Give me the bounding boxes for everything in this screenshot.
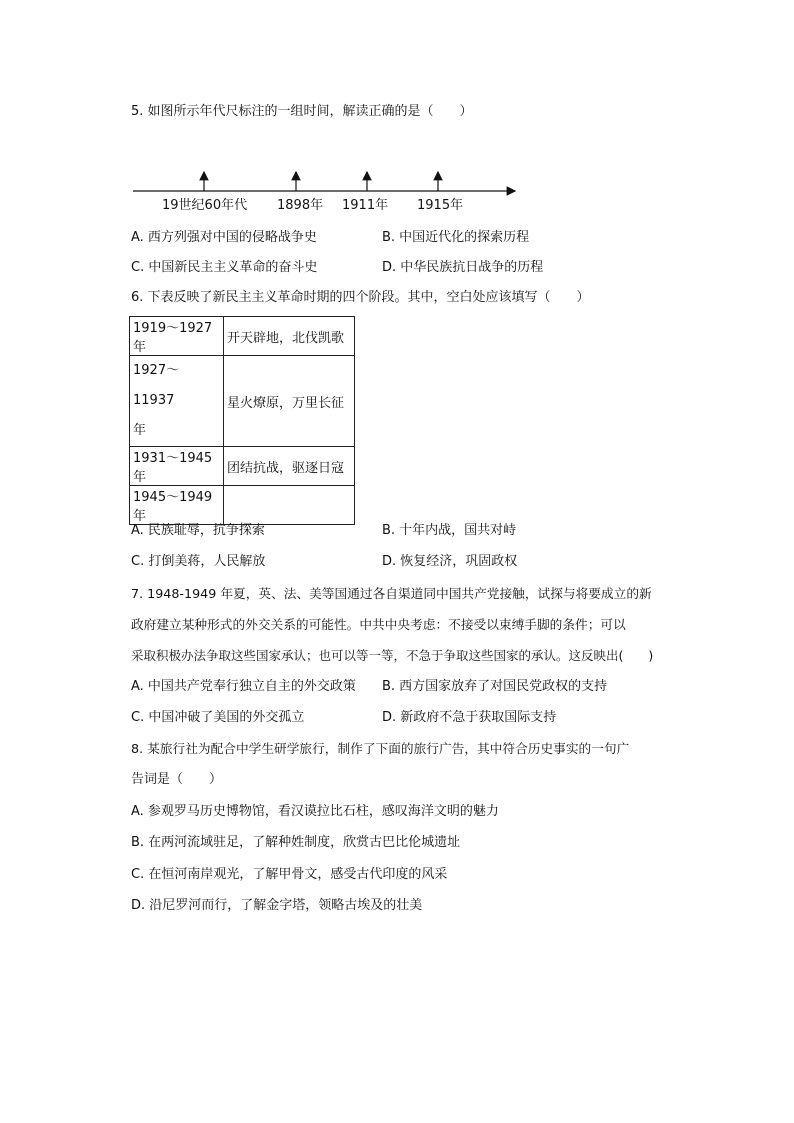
q5-option-a[interactable]: A. 西方列强对中国的侵略战争史 (131, 230, 317, 245)
table-cell-period-line2: 年 (133, 423, 147, 438)
q8-option-b[interactable]: B. 在两河流域驻足，了解种姓制度，欣赏古巴比伦城遗址 (131, 835, 461, 850)
table-cell-period: 1931～1945 年 (130, 447, 224, 486)
table-row (130, 356, 355, 447)
table-cell-desc: 开天辟地，北伐凯歌 (224, 317, 355, 356)
era-timeline (131, 170, 521, 220)
q7-option-a[interactable]: A. 中国共产党奉行独立自主的外交政策 (131, 679, 356, 694)
q6-option-a[interactable]: A. 民族耻辱，抗争探索 (131, 523, 265, 538)
q8-option-d[interactable]: D. 沿尼罗河而行，了解金字塔，领略古埃及的壮美 (131, 898, 423, 913)
q7-stem-line2: 政府建立某种形式的外交关系的可能性。中共中央考虑：不接受以束缚手脚的条件；可以 (131, 617, 626, 632)
q6-option-d[interactable]: D. 恢复经济，巩固政权 (382, 554, 518, 569)
q5-option-b[interactable]: B. 中国近代化的探索历程 (382, 230, 530, 245)
q7-option-d[interactable]: D. 新政府不急于获取国际支持 (382, 710, 557, 725)
q5-stem: 5. 如图所示年代尺标注的一组时间，解读正确的是（ ） (131, 104, 473, 119)
timeline-label-4: 1915年 (417, 198, 464, 213)
q6-stem: 6. 下表反映了新民主主义革命时期的四个阶段。其中，空白处应该填写（ ） (131, 290, 590, 305)
q8-option-a[interactable]: A. 参观罗马历史博物馆，看汉谟拉比石柱，感叹海洋文明的魅力 (131, 804, 499, 819)
table-cell-desc: 团结抗战，驱逐日寇 (224, 447, 355, 486)
timeline-label-2: 1898年 (277, 198, 324, 213)
table-cell-period: 1945～1949 年 (130, 486, 224, 525)
q8-option-c[interactable]: C. 在恒河南岸观光，了解甲骨文，感受古代印度的风采 (131, 867, 448, 882)
table-cell-period (130, 356, 224, 447)
table-cell-desc: 星火燎原，万里长征 (224, 356, 355, 447)
q7-option-c[interactable]: C. 中国冲破了美国的外交孤立 (131, 710, 305, 725)
q5-option-d[interactable]: D. 中华民族抗日战争的历程 (382, 260, 544, 275)
q7-option-b[interactable]: B. 西方国家放弃了对国民党政权的支持 (382, 679, 608, 694)
timeline-label-3: 1911年 (342, 198, 389, 213)
q8-stem-line2: 告词是（ ） (131, 772, 223, 787)
stages-table (129, 316, 355, 525)
timeline-axis (131, 170, 521, 196)
q7-stem-line1: 7. 1948-1949 年夏，英、法、美等国通过各自渠道同中国共产党接触，试探与将要成立的新 (131, 586, 652, 601)
q8-stem-line1: 8. 某旅行社为配合中学生研学旅行，制作了下面的旅行广告，其中符合历史事实的一句广 (131, 741, 630, 756)
table-row (130, 486, 355, 525)
timeline-label-1: 19世纪60年代 (162, 198, 248, 213)
q6-option-b[interactable]: B. 十年内战，国共对峙 (382, 523, 517, 538)
table-cell-period: 1919～1927 年 (130, 317, 224, 356)
table-cell-blank[interactable] (224, 486, 355, 525)
q7-stem-line3: 采取积极办法争取这些国家承认；也可以等一等，不急于争取这些国家的承认。这反映出( ) (131, 648, 654, 663)
table-row (130, 447, 355, 486)
q5-option-c[interactable]: C. 中国新民主主义革命的奋斗史 (131, 260, 318, 275)
table-cell-period-line1: 1927～11937 (133, 363, 180, 408)
q6-option-c[interactable]: C. 打倒美蒋，人民解放 (131, 554, 266, 569)
table-row (130, 317, 355, 356)
